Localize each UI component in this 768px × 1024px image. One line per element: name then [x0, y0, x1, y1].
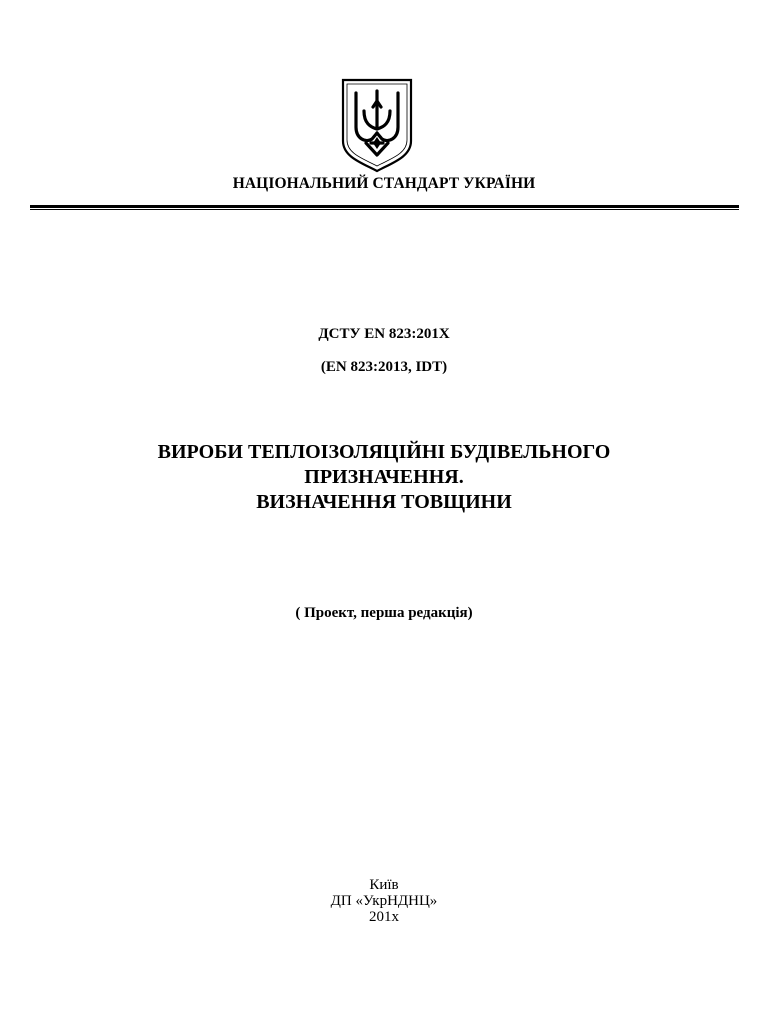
national-standard-heading: НАЦІОНАЛЬНИЙ СТАНДАРТ УКРАЇНИ	[232, 175, 536, 192]
header-divider-thin	[30, 209, 739, 210]
coat-of-arms-trident-icon	[340, 77, 414, 173]
publication-info	[0, 877, 768, 925]
draft-note: ( Проект, перша редакція)	[295, 605, 473, 621]
document-title	[0, 440, 768, 515]
standard-reference: (EN 823:2013, IDT)	[320, 359, 448, 375]
header-divider-thick	[30, 205, 739, 208]
standard-code: ДСТУ EN 823:201Х	[318, 326, 450, 342]
document-title-line: ПРИЗНАЧЕННЯ.	[304, 466, 464, 488]
document-title-line: ВИРОБИ ТЕПЛОІЗОЛЯЦІЙНІ БУДІВЕЛЬНОГО	[157, 441, 611, 463]
publisher-organization: ДП «УкрНДНЦ»	[330, 893, 438, 909]
publication-city: Київ	[369, 877, 399, 893]
publication-year: 201х	[369, 909, 399, 925]
document-title-line: ВИЗНАЧЕННЯ ТОВЩИНИ	[256, 491, 512, 513]
